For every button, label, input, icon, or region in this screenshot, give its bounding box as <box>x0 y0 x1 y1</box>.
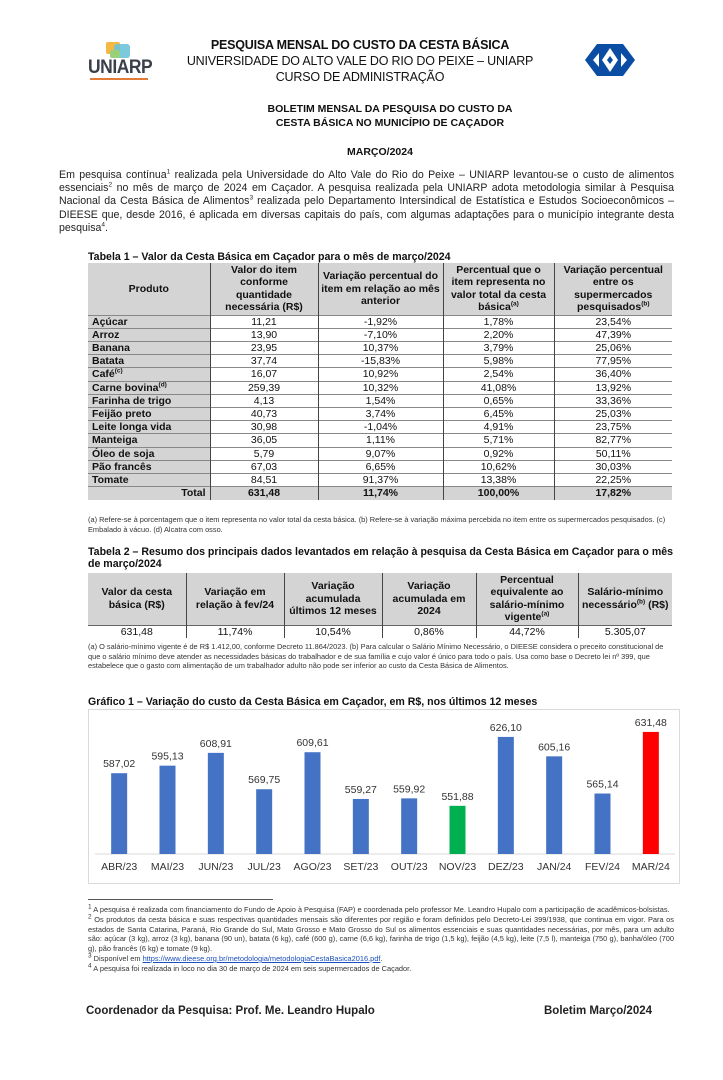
header-university: UNIVERSIDADE DO ALTO VALE DO RIO DO PEIXE – UNIARP <box>186 54 534 68</box>
header-title: PESQUISA MENSAL DO CUSTO DA CESTA BÁSICA <box>210 38 510 52</box>
item-share: 13,38% <box>443 473 554 486</box>
item-value: 13,90 <box>210 328 318 341</box>
table1-body <box>88 315 672 486</box>
table1-row <box>88 473 672 486</box>
item-var-markets: 50,11% <box>554 447 672 460</box>
table2-header-var-12m <box>284 573 382 625</box>
header-text: Percentual que o item representa no valor total da cesta básica <box>450 264 547 314</box>
item-share: 4,91% <box>443 421 554 434</box>
administracao-logo-icon <box>585 44 635 76</box>
note-ref-b: (b) <box>636 598 646 606</box>
var-2024: 0,86% <box>382 625 476 638</box>
table1-header-row <box>88 263 672 315</box>
item-var-markets: 77,95% <box>554 355 672 368</box>
x-tick-label: MAR/24 <box>631 861 670 873</box>
item-var-markets: 36,40% <box>554 368 672 381</box>
table1 <box>88 263 672 500</box>
x-tick-label: FEV/24 <box>584 861 621 873</box>
logo-wordmark: UNIARP <box>88 57 153 78</box>
product-name <box>88 473 210 486</box>
table1-row <box>88 434 672 447</box>
product-label: Carne bovina <box>92 381 159 394</box>
item-share: 5,98% <box>443 355 554 368</box>
item-share: 0,92% <box>443 447 554 460</box>
table1-row <box>88 407 672 420</box>
item-var-markets: 23,75% <box>554 421 672 434</box>
item-var-month: -1,92% <box>318 315 443 328</box>
item-var-markets: 23,54% <box>554 315 672 328</box>
bar-value-label: 587,02 <box>103 758 136 771</box>
footnote-4 <box>88 964 674 974</box>
bar-value-label: 608,91 <box>199 737 232 750</box>
table2-header-basket-value <box>88 573 186 625</box>
product-name <box>88 368 210 381</box>
footnote-text: . <box>380 953 383 963</box>
item-share: 2,20% <box>443 328 554 341</box>
product-name <box>88 421 210 434</box>
table1-note: (a) Refere-se à porcentagem que o item representa no valor total da cesta básica. (b) Refere-se à variação máxima percebida no item entre os supermercados pesquisados. (c) Embalado à vácuo. (d) Alcatra com osso. <box>88 515 666 534</box>
x-tick-label: JAN/24 <box>536 861 572 873</box>
intro-text-5: . <box>105 221 108 234</box>
item-var-month: -15,83% <box>318 355 443 368</box>
total-var-month: 11,74% <box>318 487 443 500</box>
product-name <box>88 328 210 341</box>
x-tick-label: AGO/23 <box>293 861 332 873</box>
total-share: 100,00% <box>443 487 554 500</box>
header-text: Salário-mínimo necessário <box>581 586 664 611</box>
product-name <box>88 460 210 473</box>
bar-value-label: 551,88 <box>441 790 474 803</box>
dieese-methodology-link[interactable]: https://www.dieese.org.br/metodologia/metodologiaCestaBasica2016.pdf <box>142 953 381 963</box>
footnotes <box>88 905 674 974</box>
header-text: Variação acumulada em 2024 <box>392 580 466 618</box>
bar-out-23 <box>401 798 417 854</box>
header-text: Variação percentual entre os supermercados pesquisados <box>563 264 663 314</box>
bar-jan-24 <box>546 756 562 854</box>
product-label: Banana <box>92 342 130 355</box>
bar-value-label: 559,27 <box>344 783 377 796</box>
product-label: Leite longa vida <box>92 421 172 434</box>
note-ref-a: (a) <box>541 610 550 618</box>
footnote-text: Os produtos da cesta básica e suas respectivas quantidades mensais são diferentes por região e foram definidos pelo Decreto-Lei 399/1938, que continua em vigor. Para os estados de Santa Catarina, Paraná, Rio Grande do Sul, Mato Grosso e Mato Grosso do Sul os alimentos essenciais e suas quantidades necessárias, por mês, para um adulto são: açúcar (3 kg), arroz (3 kg), banana (90 un), batata (6 kg), café (600 g), carne (6,6 kg), farinha de trigo (1,5 kg), feijão (4,5 kg), leite (7,5 l), manteiga (750 g), banha/óleo (700 g), pão francês (6 kg) e tomate (9 kg). <box>88 914 674 954</box>
product-label: Feijão preto <box>92 408 152 421</box>
table1-row <box>88 460 672 473</box>
table1-row <box>88 315 672 328</box>
chart-title: Gráfico 1 – Variação do custo da Cesta Básica em Caçador, em R$, nos últimos 12 meses <box>88 696 538 708</box>
product-name <box>88 447 210 460</box>
item-value: 4,13 <box>210 394 318 407</box>
bulletin-date: MARÇO/2024 <box>347 146 413 158</box>
footnote-ref-3[interactable]: 3 <box>249 194 254 202</box>
footnote-text: A pesquisa é realizada com financiamento do Fundo de Apoio à Pesquisa (FAP) e coordenada pelo professor Me. Leandro Hupalo com a participação de acadêmicos-bolsistas. <box>91 905 670 914</box>
var-feb: 11,74% <box>186 625 284 638</box>
footnote-number: 1 <box>88 903 92 911</box>
bar-value-label: 595,13 <box>151 750 184 763</box>
item-var-month: 10,32% <box>318 381 443 394</box>
table1-row <box>88 368 672 381</box>
product-name <box>88 381 210 394</box>
product-label: Arroz <box>92 328 120 341</box>
footer-edition: Boletim Março/2024 <box>544 1005 653 1017</box>
table1-row <box>88 328 672 341</box>
table2-header-row <box>88 573 672 625</box>
table1-header-value <box>210 263 318 315</box>
footnote-separator <box>88 899 273 900</box>
bar-value-label: 631,48 <box>634 716 667 729</box>
table2-note: (a) O salário-mínimo vigente é de R$ 1.412,00, conforme Decreto 11.864/2023. (b) Para calcular o Salário Mínimo Necessário, o DIEESE considera o preceito constitucional de que o salário mínimo deve atender as necessidades básicas do trabalhador e de sua família e cujo valor é único para todo o país. Usa como base o Decreto lei nº 399, que estabelece que o gasto com alimentação de um trabalhador adulto não pode ser inferior ao custo da Cesta Básica de Alimentos. <box>88 642 664 671</box>
header-text: Valor da cesta básica (R$) <box>101 586 173 611</box>
footnote-number: 3 <box>88 952 92 960</box>
table1-row <box>88 381 672 394</box>
item-var-markets: 82,77% <box>554 434 672 447</box>
table2-header-var-feb <box>186 573 284 625</box>
table1-header-product <box>88 263 210 315</box>
item-share: 6,45% <box>443 407 554 420</box>
product-note-ref: (c) <box>114 367 123 375</box>
item-var-month: -1,04% <box>318 421 443 434</box>
var-12m: 10,54% <box>284 625 382 638</box>
document-header <box>150 37 570 85</box>
table1-total-row <box>88 487 672 500</box>
table1-row <box>88 394 672 407</box>
product-name <box>88 394 210 407</box>
header-text: Produto <box>128 282 169 295</box>
bar-dez-23 <box>498 737 514 854</box>
product-label: Manteiga <box>92 434 138 447</box>
item-var-month: 10,92% <box>318 368 443 381</box>
bar-value-label: 605,16 <box>538 741 571 754</box>
item-var-markets: 47,39% <box>554 328 672 341</box>
footnote-1 <box>88 905 674 915</box>
x-tick-label: OUT/23 <box>390 861 428 873</box>
bar-chart-svg <box>89 710 681 885</box>
item-share: 2,54% <box>443 368 554 381</box>
bar-mai-23 <box>160 766 176 854</box>
header-text: Variação acumulada últimos 12 meses <box>289 580 377 618</box>
footnote-text: Disponível em <box>91 953 143 963</box>
x-tick-label: DEZ/23 <box>488 861 524 873</box>
product-name <box>88 407 210 420</box>
item-var-markets: 30,03% <box>554 460 672 473</box>
x-tick-label: NOV/23 <box>438 861 477 873</box>
header-text: Valor do item conforme quantidade necessária (R$) <box>225 264 303 314</box>
product-label: Óleo de soja <box>92 447 155 460</box>
table1-header-share <box>443 263 554 315</box>
item-var-month: 9,07% <box>318 447 443 460</box>
bar-ago-23 <box>305 752 321 854</box>
bar-value-label: 609,61 <box>296 737 329 750</box>
header-text: Percentual equivalente ao salário-mínimo vigente <box>489 574 565 624</box>
bar-jul-23 <box>256 789 272 854</box>
item-var-month: 6,65% <box>318 460 443 473</box>
uniarp-logo <box>84 40 156 80</box>
note-ref-a: (a) <box>510 300 519 308</box>
table2-caption: Tabela 2 – Resumo dos principais dados levantados em relação à pesquisa da Cesta Básica em Caçador para o mês de março/2024 <box>88 546 674 570</box>
product-label: Tomate <box>92 473 129 486</box>
intro-text-2: realizada pela Universidade do Alto Vale do Rio do Peixe – UNIARP levantou-se o custo de alimentos essenciais <box>59 169 674 195</box>
footnote-number: 2 <box>88 913 92 921</box>
product-label: Farinha de trigo <box>92 394 172 407</box>
item-value: 37,74 <box>210 355 318 368</box>
bar-chart <box>88 709 680 884</box>
header-course: CURSO DE ADMINISTRAÇÃO <box>275 70 445 84</box>
bar-nov-23 <box>450 806 466 854</box>
product-note-ref: (d) <box>158 381 167 389</box>
intro-text-3: no mês de março de 2024 em Caçador. A pesquisa realizada pela UNIARP adota metodologia similar à Pesquisa Nacional da Cesta Básica de Alimentos <box>59 182 674 208</box>
header-text-unit: (R$) <box>645 598 669 611</box>
total-var-markets: 17,82% <box>554 487 672 500</box>
table2-values-row <box>88 625 672 638</box>
footnote-ref-1[interactable]: 1 <box>166 168 171 176</box>
item-value: 67,03 <box>210 460 318 473</box>
table1-row <box>88 342 672 355</box>
basket-value: 631,48 <box>88 625 186 638</box>
table1-row <box>88 355 672 368</box>
item-value: 30,98 <box>210 421 318 434</box>
item-value: 23,95 <box>210 342 318 355</box>
item-value: 259,39 <box>210 381 318 394</box>
bulletin-title <box>200 102 580 130</box>
x-tick-label: MAI/23 <box>150 861 185 873</box>
footnote-ref-2[interactable]: 2 <box>108 181 113 189</box>
item-share: 5,71% <box>443 434 554 447</box>
item-var-month: 1,54% <box>318 394 443 407</box>
item-value: 84,51 <box>210 473 318 486</box>
item-var-month: 3,74% <box>318 407 443 420</box>
item-value: 40,73 <box>210 407 318 420</box>
total-value: 631,48 <box>210 487 318 500</box>
item-value: 16,07 <box>210 368 318 381</box>
product-name <box>88 434 210 447</box>
footnote-3 <box>88 954 674 964</box>
footnote-text: A pesquisa foi realizada in loco no dia 30 de março de 2024 em seis supermercados de Caçador. <box>91 963 412 973</box>
product-name <box>88 315 210 328</box>
item-var-markets: 25,06% <box>554 342 672 355</box>
bulletin-title-line2: CESTA BÁSICA NO MUNICÍPIO DE CAÇADOR <box>275 117 505 129</box>
product-label: Açúcar <box>92 315 128 328</box>
table2-header-var-2024 <box>382 573 476 625</box>
product-name <box>88 355 210 368</box>
product-label: Pão francês <box>92 460 152 473</box>
item-value: 36,05 <box>210 434 318 447</box>
table1-header-var-markets <box>554 263 672 315</box>
item-share: 3,79% <box>443 342 554 355</box>
bar-set-23 <box>353 799 369 854</box>
bar-mar-24 <box>643 732 659 854</box>
item-share: 0,65% <box>443 394 554 407</box>
bar-abr-23 <box>111 773 127 854</box>
necessary-wage: 5.305,07 <box>578 625 672 638</box>
item-var-markets: 25,03% <box>554 407 672 420</box>
table1-row <box>88 447 672 460</box>
x-tick-label: ABR/23 <box>101 861 138 873</box>
footnote-number: 4 <box>88 962 92 970</box>
item-value: 5,79 <box>210 447 318 460</box>
item-var-month: 10,37% <box>318 342 443 355</box>
table2-header-min-wage-pct <box>476 573 578 625</box>
table2-header-necessary-wage <box>578 573 672 625</box>
item-share: 10,62% <box>443 460 554 473</box>
item-var-month: 1,11% <box>318 434 443 447</box>
intro-text-4: realizada pelo Departamento Intersindical de Estatística e Estudos Socioeconômicos – DIEESE que, desde 2016, é aplicada em diversas capitais do país, com algumas adaptações para o município integrante desta pesquisa <box>59 195 675 234</box>
table1-row <box>88 421 672 434</box>
logo-tagline-bar <box>90 78 148 80</box>
footer-coordinator: Coordenador da Pesquisa: Prof. Me. Leandro Hupalo <box>86 1005 375 1017</box>
bar-jun-23 <box>208 753 224 854</box>
note-ref-b: (b) <box>641 300 650 308</box>
footnote-ref-4[interactable]: 4 <box>101 221 106 229</box>
table1-header-var-month <box>318 263 443 315</box>
bar-value-label: 569,75 <box>248 774 281 787</box>
x-tick-label: JUL/23 <box>247 861 281 873</box>
product-label: Café <box>92 368 115 381</box>
item-share: 1,78% <box>443 315 554 328</box>
header-text: Variação em relação à fev/24 <box>195 586 275 611</box>
table1-caption: Tabela 1 – Valor da Cesta Básica em Caçador para o mês de março/2024 <box>88 251 451 263</box>
bulletin-title-line1: BOLETIM MENSAL DA PESQUISA DO CUSTO DA <box>267 103 513 115</box>
bar-value-label: 626,10 <box>489 721 522 734</box>
item-var-month: 91,37% <box>318 473 443 486</box>
intro-paragraph <box>59 169 674 235</box>
item-value: 11,21 <box>210 315 318 328</box>
footnote-2 <box>88 915 674 954</box>
item-var-markets: 33,36% <box>554 394 672 407</box>
total-label: Total <box>88 487 210 500</box>
bar-fev-24 <box>595 794 611 854</box>
header-text: Variação percentual do item em relação ao mês anterior <box>321 270 440 308</box>
x-tick-label: JUN/23 <box>198 861 234 873</box>
item-share: 41,08% <box>443 381 554 394</box>
min-wage-pct: 44,72% <box>476 625 578 638</box>
item-var-month: -7,10% <box>318 328 443 341</box>
bar-value-label: 565,14 <box>586 778 619 791</box>
item-var-markets: 13,92% <box>554 381 672 394</box>
intro-text-1: Em pesquisa contínua <box>59 169 167 181</box>
product-name <box>88 342 210 355</box>
item-var-markets: 22,25% <box>554 473 672 486</box>
table2 <box>88 573 672 638</box>
x-tick-label: SET/23 <box>343 861 379 873</box>
bar-value-label: 559,92 <box>393 783 426 796</box>
product-label: Batata <box>92 355 125 368</box>
